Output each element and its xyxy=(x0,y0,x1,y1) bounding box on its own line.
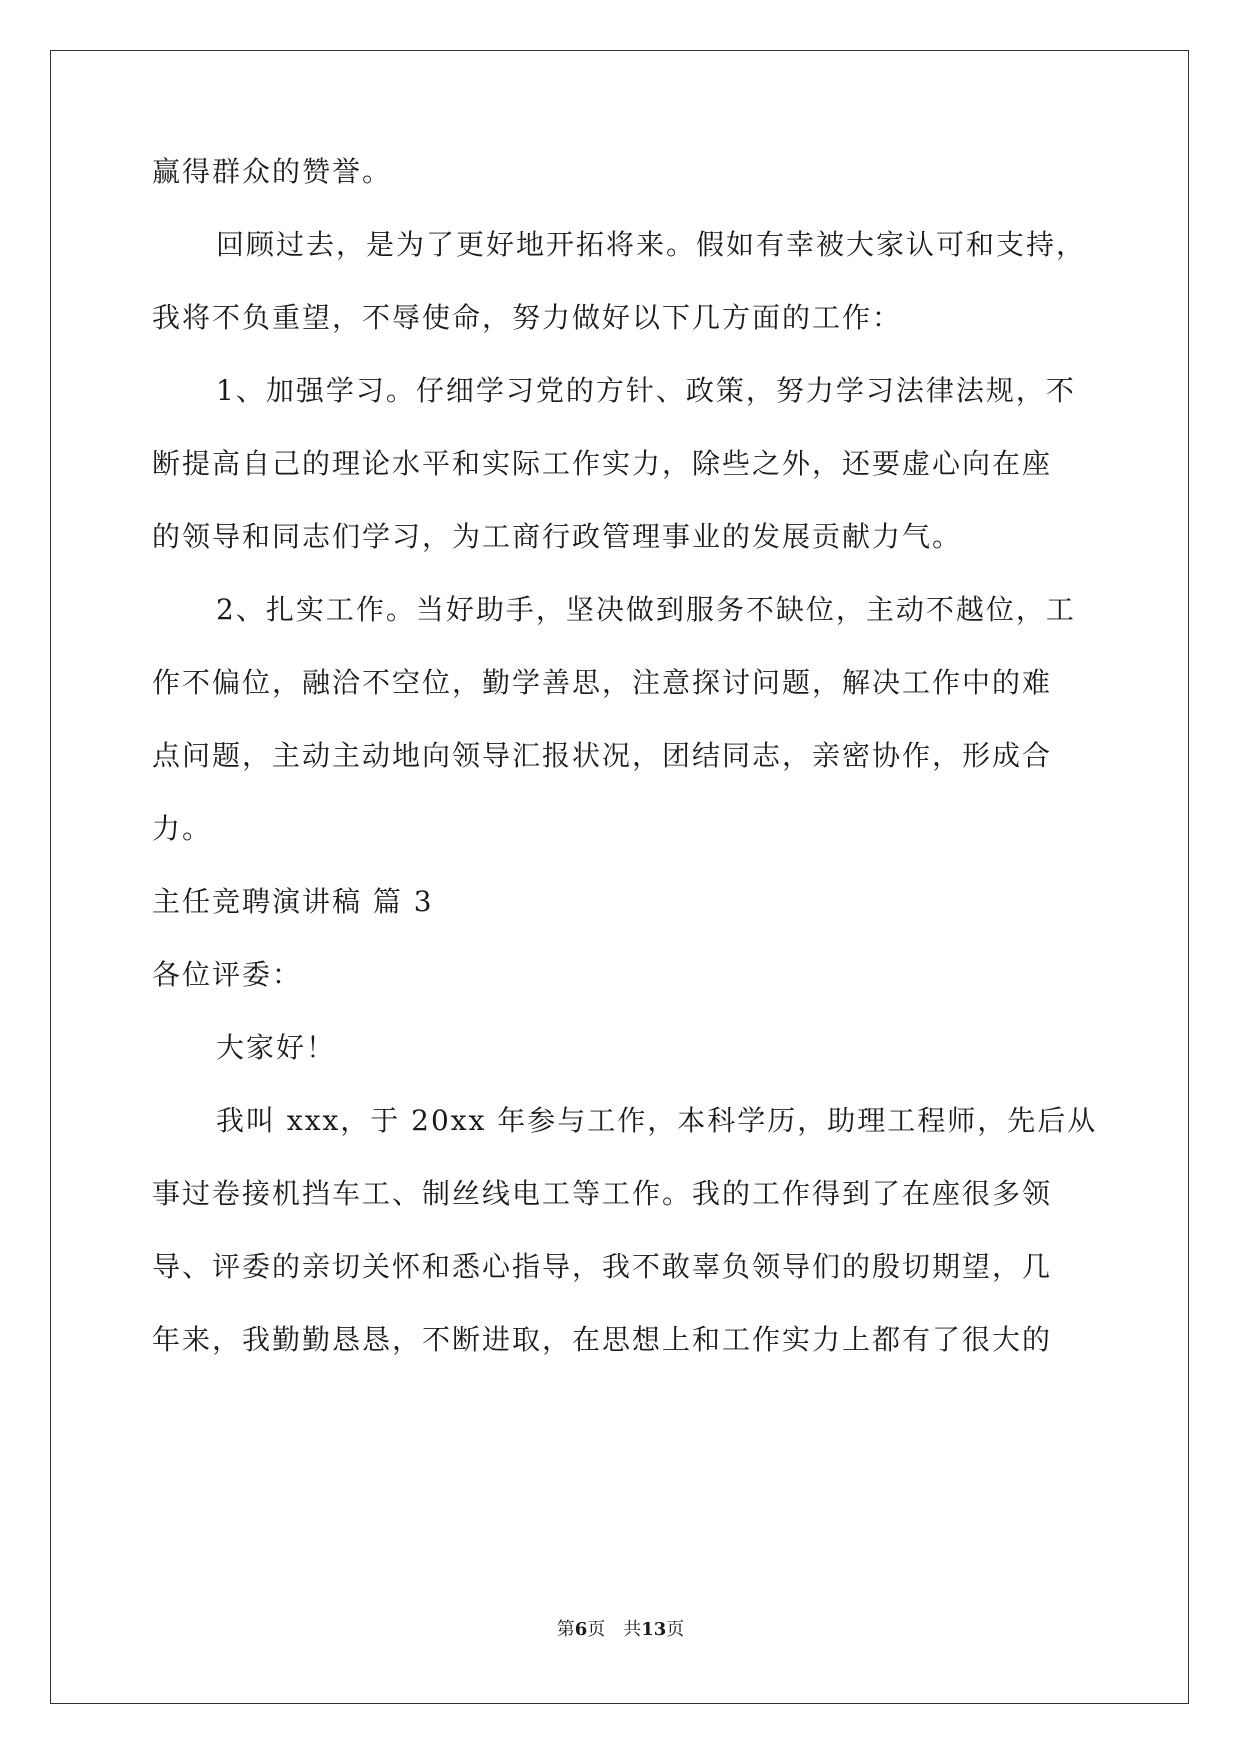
text-line: 事过卷接机挡车工、制丝线电工等工作。我的工作得到了在座很多领 xyxy=(152,1177,1053,1210)
page-footer xyxy=(0,1618,1241,1642)
current-page-number: 6 xyxy=(574,1619,588,1640)
text-line: 断提高自己的理论水平和实际工作实力，除些之外，还要虚心向在座 xyxy=(152,447,1053,480)
text-line: 年来，我勤勤恳恳，不断进取，在思想上和工作实力上都有了很大的 xyxy=(152,1323,1053,1356)
footer-prefix: 第 xyxy=(556,1619,575,1640)
text-line: 2、扎实工作。当好助手，坚决做到服务不缺位，主动不越位，工 xyxy=(216,593,1076,626)
footer-suffix: 页 xyxy=(666,1619,685,1640)
salutation: 各位评委： xyxy=(152,958,303,991)
total-page-number: 13 xyxy=(641,1619,667,1640)
text-line: 点问题，主动主动地向领导汇报状况，团结同志，亲密协作，形成合 xyxy=(152,739,1053,772)
text-line: 导、评委的亲切关怀和悉心指导，我不敢辜负领导们的殷切期望，几 xyxy=(152,1250,1053,1283)
greeting: 大家好！ xyxy=(216,1031,337,1064)
text-line: 回顾过去，是为了更好地开拓将来。假如有幸被大家认可和支持， xyxy=(216,228,1087,261)
text-line: 的领导和同志们学习，为工商行政管理事业的发展贡献力气。 xyxy=(152,520,963,553)
footer-mid: 页 共 xyxy=(587,1619,642,1640)
text-line: 作不偏位，融洽不空位，勤学善思，注意探讨问题，解决工作中的难 xyxy=(152,666,1053,699)
section-heading: 主任竞聘演讲稿 篇 3 xyxy=(152,885,434,918)
text-line: 赢得群众的赞誉。 xyxy=(152,155,393,188)
text-line: 1、加强学习。仔细学习党的方针、政策，努力学习法律法规，不 xyxy=(216,374,1076,407)
text-line: 力。 xyxy=(152,812,213,845)
text-line: 我将不负重望，不辱使命，努力做好以下几方面的工作： xyxy=(152,301,903,334)
text-line: 我叫 xxx，于 20xx 年参与工作，本科学历，助理工程师，先后从 xyxy=(216,1104,1098,1137)
